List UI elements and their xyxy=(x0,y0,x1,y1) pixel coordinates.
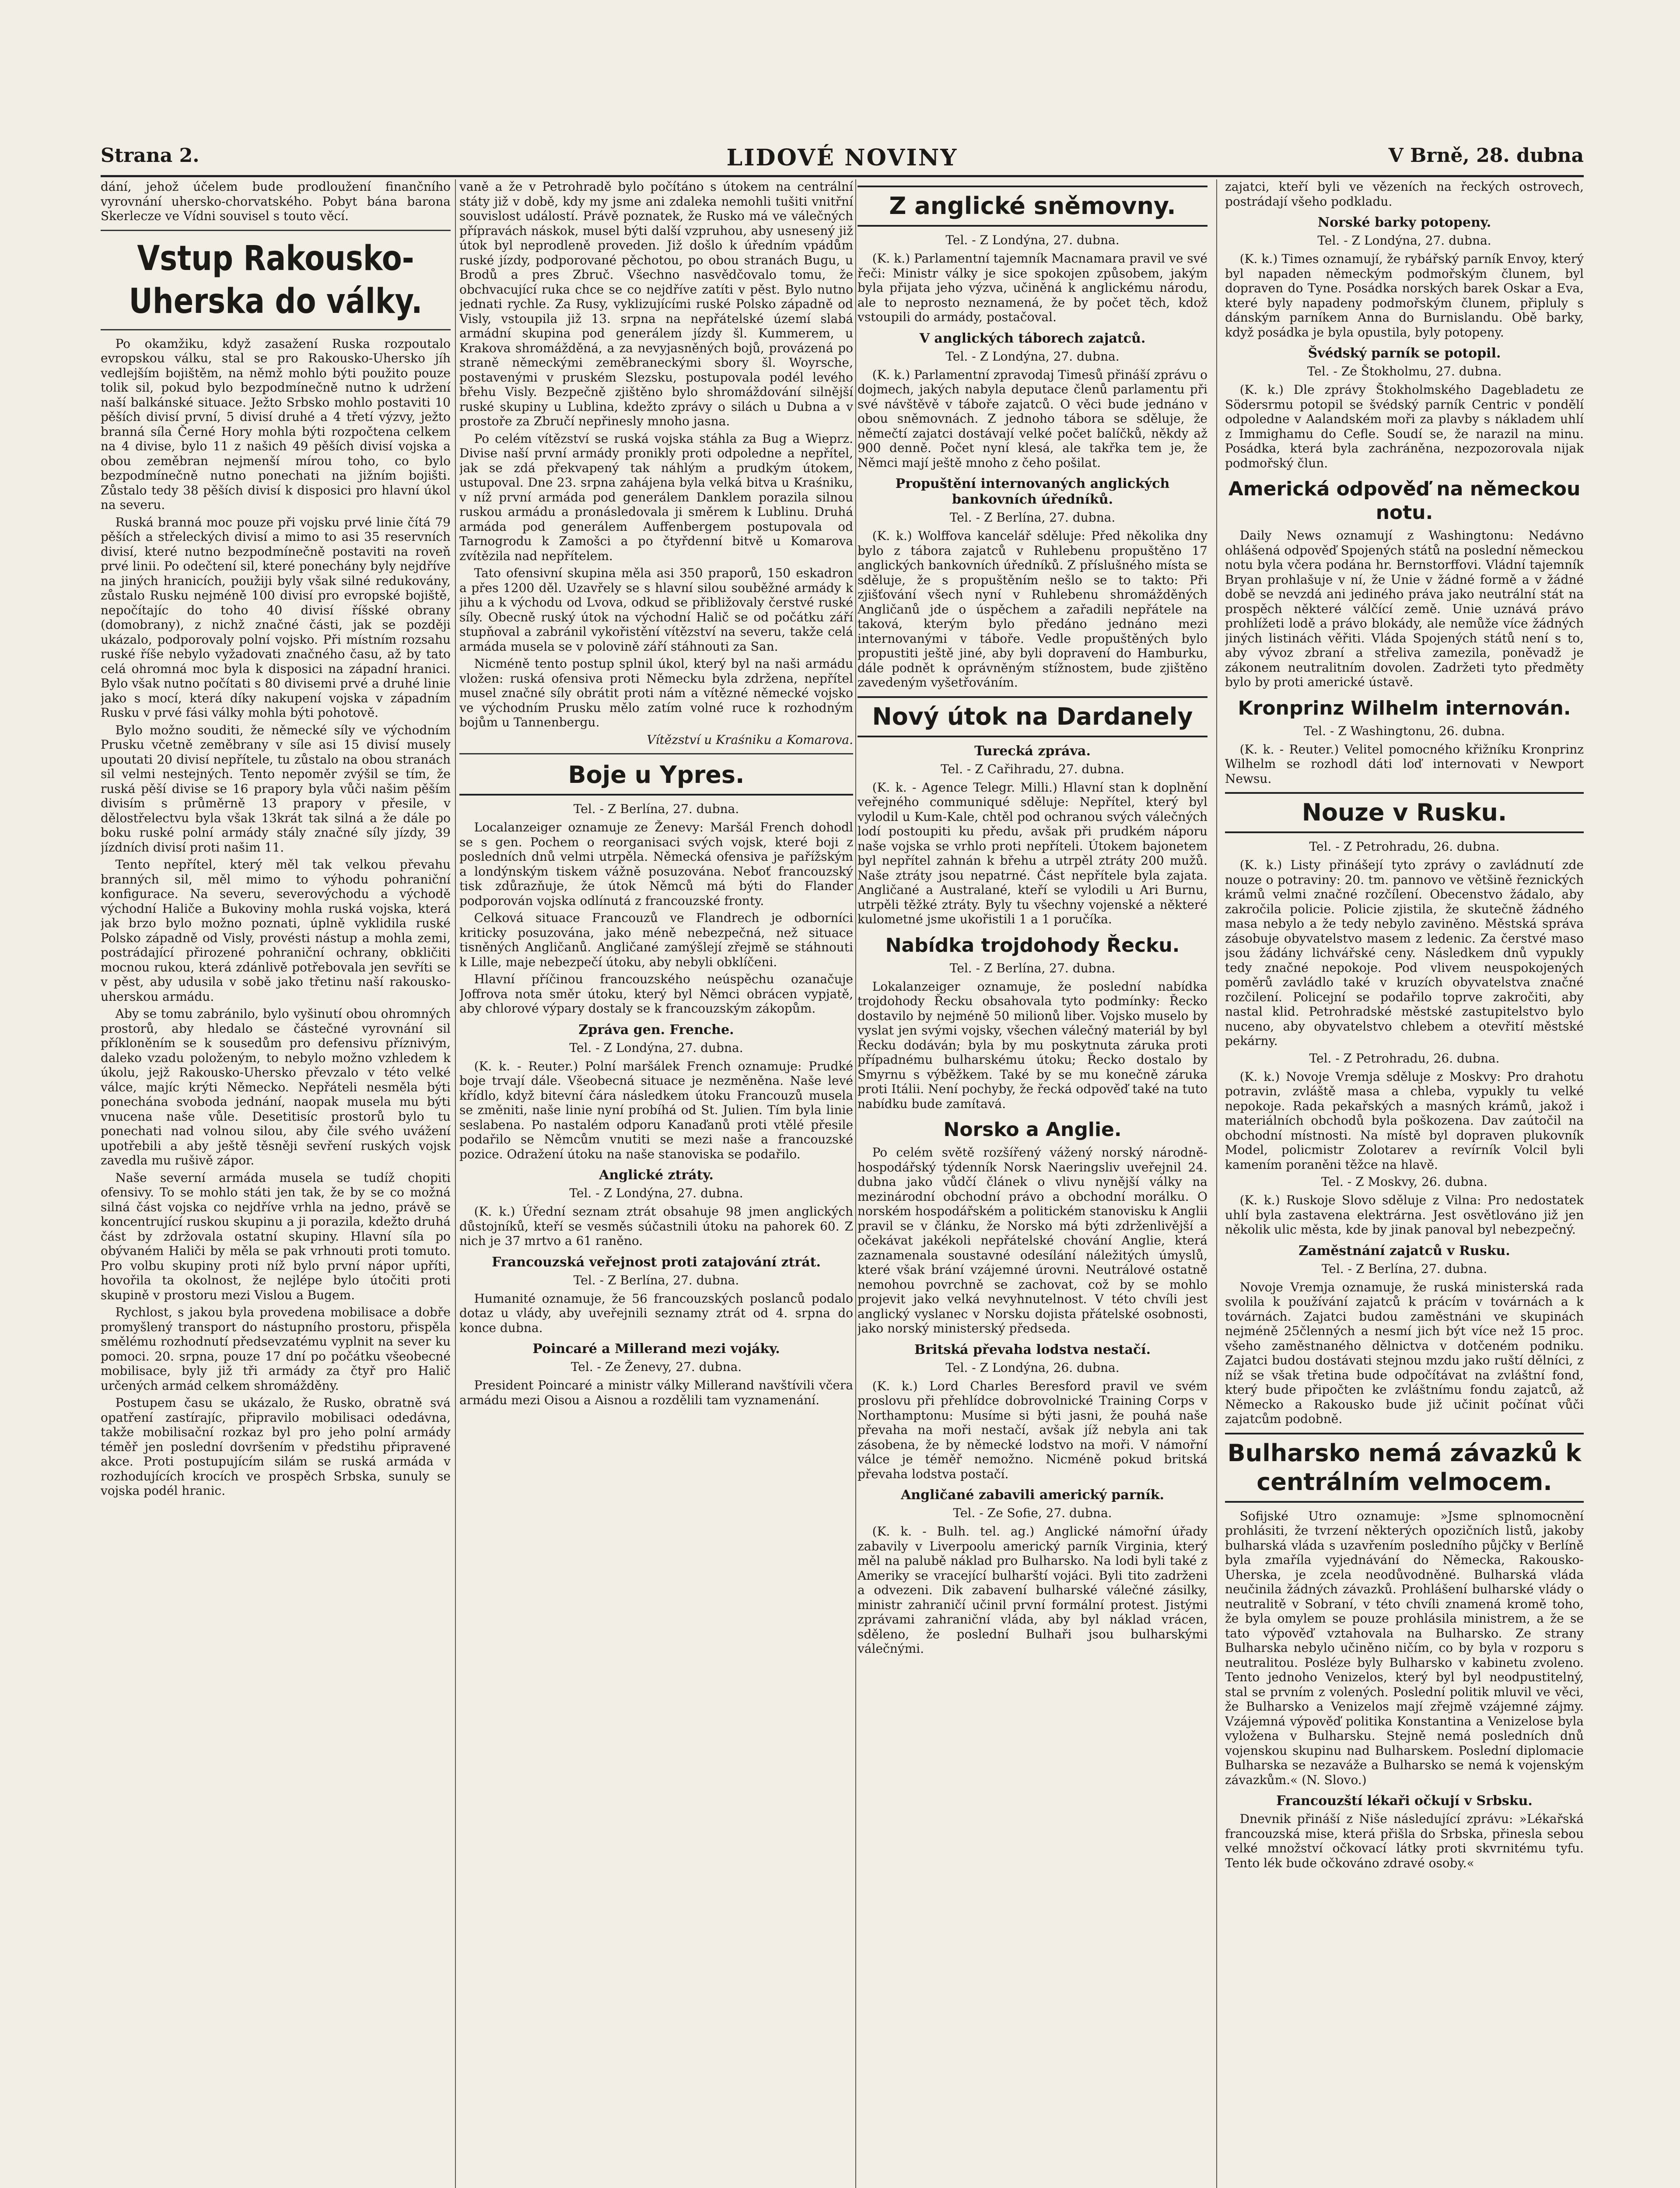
subheading: Francouzská veřejnost proti zatajování ztrát. xyxy=(492,1254,821,1270)
column-rule xyxy=(855,179,856,2188)
subheading: Švédský parník se potopil. xyxy=(1308,346,1501,361)
divider xyxy=(101,329,451,330)
article-signoff: Vítězství u Kraśniku a Komarova. xyxy=(647,732,853,747)
article-paragraph: (K. k.) Dle zprávy Štokholmského Dagebladetu ze Södersrmu potopil se švédský parník Centric v pondělí odpoledne v Aalandském moři za plavby s nákladem uhlí z Immighamu do Cefle. Soudí se, že narazil na minu. Posádka, která byla zachráněna, nezpozorovala nijak podmořský člun. xyxy=(1225,382,1584,470)
article-paragraph: Sofijské Utro oznamuje: »Jsme splnomocnění prohlásiti, že tvrzení některých opozičních listů, jakoby bulharská vláda s uzavřením posledního půjčky v Berlíně byla zmaříla vyjednávání do Německa, Rakousko-Uherska, je zcela neodůvodněné. Bulharská vláda neučinila žádných závazků. Prohlášení bulharské vlády o neutralitě v Sobraní, v této chvíli znamená kromě toho, že byla omylem se pouze prohlásila ministrem, a že se tato výpověď vztahovala na Bulharsko. Ze strany Bulharska nebylo učiněno ničím, co by byla v rozporu s neutralitou. Posléze byly Bulharsko v kabinetu zvoleno. Tento jednoho Venizelos, který byl byl neodpustitelný, stal se prvním z volených. Poslední politik mluvil ve věci, že Bulharsko a Venizelos mají zřejmě vzájemné zájmy. Vzájemná výpověď politika Konstantina a Venizelose byla vyložena v Bulharsku. Stejně nemá posledních dnů vojenskou skupinu nad Bulharskem. Poslední diplomacie Bulharska se nezaváže a Bulharsko se nemá k vojenským závazkům.« (N. Slovo.) xyxy=(1225,1508,1584,1787)
dateline: Tel. - Z Cařihradu, 27. dubna. xyxy=(941,761,1124,776)
article-paragraph: (K. k. - Agence Telegr. Milli.) Hlavní stan k doplnění veřejného communiqué sděluje: Nepřítel, který byl vylodil u Kum-Kale, chtěl pod ochranou svých válečných lodí postoupiti ku předu, avšak při prudkém náporu naše vojska se vrhlo proti nepříteli. Útokem bajonetem byl nepřítel zahnán k břehu a utrpěl ztráty 200 mužů. Naše ztráty jsou nepatrné. Část nepřítele byla zajata. Angličané a Australané, kteří se vylodili u Ari Burnu, utrpěli těžké ztráty. Byly tu všechny vojenské a některé kulometné jsme ukořistili 1 a 1 poručíka. xyxy=(858,780,1208,926)
headline-war-entry: Vstup Rakousko-Uherska do války. xyxy=(129,238,423,321)
headline-bulgaria: Bulharsko nemá závazků k centrálním velmocem. xyxy=(1225,1433,1584,1503)
article-paragraph: Daily News oznamují z Washingtonu: Nedávno ohlášená odpověď Spojených států na poslední německou notu byla včera podána hr. Bernstorffovi. Vládní tajemník Bryan prohlašuje v ní, že Unie v žádné formě a v žádné době se nevzdá ani jediného práva jako neutrální stát na prospěch některé válčící země. Unie uznává právo prohlížeti lodě a právo blokády, ale nemůže více žádných jiných listinách věřiti. Vláda Spojených států není s to, aby vývoz zbraní a střeliva zamezila, poněvadž je zákonem neutralitním dovolen. Zadržeti tyto předměty bylo by proti americké ústavě. xyxy=(1225,528,1584,689)
headline-american-reply: Americká odpověď na německou notu. xyxy=(1228,478,1581,524)
subheading: Britská převaha lodstva nestačí. xyxy=(914,1342,1151,1357)
article-paragraph: Postupem času se ukázalo, že Rusko, obratně svá opatření zastírajíc, připravilo mobilisaci odedávna, takže mobilisační rozkaz byl pro jeho polní armády téměř jen poslední dovršením v předstihu připravené akce. Proti postupujícím silám se ruská armáda v rozhodujících krocích ve prospěch Srbska, sunuly se vojska podél hranic. xyxy=(101,1396,451,1498)
article-paragraph: (K. k.) Parlamentní tajemník Macnamara pravil ve své řeči: Ministr války je sice spokojen způsobem, jakým byla přijata jeho výzva, učiněná k anglickému národu, ale to neprosto neznamená, že by počet těch, kdož vstoupili do armády, postačoval. xyxy=(858,251,1208,324)
lead-paragraph: dání, jehož účelem bude prodloužení finančního vyrovnání uhersko-chorvatského. Pobyt bána barona Skerlecze ve Vídni souvisel s touto věcí. xyxy=(101,179,451,223)
headline-kronprinz: Kronprinz Wilhelm internován. xyxy=(1238,697,1571,719)
dateline: Tel. - Z Washingtonu, 26. dubna. xyxy=(1304,723,1505,738)
headline-dardanelles: Nový útok na Dardanely xyxy=(858,696,1208,737)
column-4 xyxy=(1225,179,1584,2188)
newspaper-title: LIDOVÉ NOVINY xyxy=(726,144,958,171)
article-paragraph: Humanité oznamuje, že 56 francouzských poslanců podalo dotaz u vlády, aby uveřejnili seznamy ztrát od 4. srpna do konce dubna. xyxy=(459,1291,853,1335)
article-paragraph: (K. k.) Parlamentní zpravodaj Timesů přináší zprávu o dojmech, jakých nabyla deputace členů parlamentu při své návštěvě v táboře zajatců. O věci bude jednáno v obou sněmovnách. Z jednoho tábora se sděluje, že němečtí zajatci dostávají velké počet balíčků, někdy až 900 denně. Počet nyní klesá, ale takřka tem je, že Němci mají ještě mnoho z čeho pošilat. xyxy=(858,367,1208,470)
article-paragraph: (K. k.) Wolffova kancelář sděluje: Před několika dny bylo z tábora zajatců v Ruhlebenu propuštěno 17 anglických bankovních úředníků. Z příslušného místa se sděluje, že s propuštěním nešlo se to takto: Při zjišťování všech nyní v Ruhlebenu shromážděných Angličanů jde o úspěchem a zařadili nepřátele na taková, kterým bylo předáno jednáno mezi internovanými v táboře. Vedle propuštěných bylo propustiti ještě jiné, aby byli dopravení do Hamburku, dále podnět k oprávněným stížnostem, bude zjištěno zavedeným vyšetřováním. xyxy=(858,529,1208,690)
dateline: Tel. - Z Londýna, 27. dubna. xyxy=(1317,233,1491,248)
article-paragraph: Lokalanzeiger oznamuje, že poslední nabídka trojdohody Řecku obsahovala tyto podmínky: Řecko dostavilo by nejméně 50 milionů liber. Vojsko muselo by vyslat jen svými vojsky, všechen válečný materiál by byl Řecku dodáván; byla by mu poskytnuta záruka proti případnému bulharskému útoku; Řecko dostalo by Smyrnu s výběžkem. Také by se mu konečně záruka proti Itálii. Není pochyby, že řecká odpověď také na tuto nabídku bude zamítavá. xyxy=(858,979,1208,1111)
subheading: V anglických táborech zajatců. xyxy=(919,330,1146,346)
dateline: Tel. - Z Berlína, 27. dubna. xyxy=(1321,1261,1488,1276)
headline-russia-shortage: Nouze v Rusku. xyxy=(1225,792,1584,833)
masthead xyxy=(101,144,1584,177)
article-paragraph: (K. k. - Reuter.) Velitel pomocného křižníku Kronprinz Wilhelm se rozhodl dáti loď internovati v Newport Newsu. xyxy=(1225,742,1584,786)
article-paragraph: (K. k.) Úřední seznam ztrát obsahuje 98 jmen anglických důstojníků, kteří se vesměs súčastnili útoku na pahorek 60. Z nich je 37 mrtvo a 61 raněno. xyxy=(459,1204,853,1248)
column-3 xyxy=(858,179,1208,2188)
article-paragraph: (K. k. - Reuter.) Polní maršálek French oznamuje: Prudké boje trvají dále. Všeobecná situace je nezměněna. Naše levé křídlo, když bitevní čára následkem útoku Francouzů musela se změniti, naše linie nyní probíhá od St. Julien. Tím byla linie seslabena. Po nastalém odporu Kanaďanů proti vtělé přesile podařilo se Němcům vnutiti se mezi naše a francouzské pozice. Odražení útoku na naše stanoviska se podařilo. xyxy=(459,1059,853,1161)
article-paragraph: Hlavní příčinou francouzského neúspěchu ozanačuje Joffrova nota směr útoku, který byl Němci obrácen vypjatě, aby chlorové výpary dostaly se k francouzským zákopům. xyxy=(459,972,853,1016)
dateline: Tel. - Z Berlína, 27. dubna. xyxy=(573,1273,739,1287)
dateline: Tel. - Z Londýna, 27. dubna. xyxy=(569,1040,743,1055)
dateline: Tel. - Z Londýna, 27. dubna. xyxy=(569,1186,743,1200)
article-paragraph: Po okamžiku, když zasažení Ruska rozpoutalo evropskou válku, stal se pro Rakousko-Uhersko jíh vedlejším bojištěm, na němž mohlo býti použito pouze tolik sil, pokud bylo bezpodmínečně nutno k udržení naší balkánské situace. Ježto Srbsko mohlo postaviti 10 pěších divisí první, 5 divisí druhé a 4 třetí výzvy, ježto branná síla Černé Hory mohla býti rozpočtena celkem na 4 divise, bylo 11 z našich 49 pěších divisí vojska a obou zeměbran nejmenší mírou toho, co bylo bezpodmínečně nutno ponechati na jižním bojišti. Zůstalo tedy 38 pěších divisí k disposici pro hlavní úkol na severu. xyxy=(101,336,451,512)
article-paragraph: Bylo možno souditi, že německé síly ve východním Prusku včetně zeměbrany v síle asi 15 divisí musely upoutati 20 divisí nepřítele, tu zůstalo na obou stranách sil velmi nestejných. Tento nepoměr zvýšil se tím, že ruská pěší divise se 16 prapory byla vůči našim pěším divisím s průměrně 13 prapory v přesile, v dělostřelectvu byla však 13krát tak silná a že dále po boku ruské polní armády stály značné síly jízdy, 39 jízdních divisí proti našim 11. xyxy=(101,722,451,855)
headline-norway: Norsko a Anglie. xyxy=(943,1119,1122,1141)
article-paragraph: Po celém světě rozšířený vážený norský národně-hospodářský týdenník Norsk Naeringsliv uveřejnil 24. dubna jako vůdčí článek o vlivu nynější války na mezinárodní obchodní právo a obchodní morálku. O norském hospodářském a politickém stanovisku k Anglii pravil se v článku, že Norsko má býti zdrženlivější a očekávat jakékoli nepřátelské chování Anglie, která zaznamenala soustavné odesílání náležitých úmyslů, které však brání vzájemné úrovni. Neutrálové ostatně nemohou povrchně se zachovat, což by se mohlo projevit jako velká nevyhnutelnost. V této chvíli jest anglický vyslanec v Norsku dojista přátelské osobnosti, jako norský ministerský předseda. xyxy=(858,1145,1208,1336)
article-paragraph: Novoje Vremja oznamuje, že ruská ministerská rada svolila k používání zajatců k prácím v továrnách a k továrnách. Zajatci budou zaměstnáni ve skupinách nejméně 25členných a nesmí jich být více než 15 proc. všeho zaměstnaného dělnictva v dotčeném podniku. Zajatci budou dostávati stejnou mzdu jako ruští dělníci, z níž se však třetina bude odpočítávat na zvláštní fond, který bude připočten ke zvláštnímu fondu zajatců, až Německo a Rakousko bude již učinit počínat vůči zajatcům podobně. xyxy=(1225,1280,1584,1426)
dateline: Tel. - Z Londýna, 27. dubna. xyxy=(945,349,1120,364)
dateline: Tel. - Z Berlína, 27. dubna. xyxy=(573,802,739,816)
article-paragraph: Naše severní armáda musela se tudíž chopiti ofensivy. To se mohlo státi jen tak, že by se co možná silná část vojska co nejdříve vrhla na jedno, právě se koncentrující ruskou skupinu a ji porazila, kdežto druhá část by zdržovala ostatní skupiny. Hlavní síla po obývaném Haliči by měla se pak vrhnouti proti tomuto. Pro volbu skupiny proti níž bylo první nápor upříti, hovořila ta okolnost, že nejlépe bylo útočiti proti skupině v prostoru mezi Vislou a Bugem. xyxy=(101,1170,451,1302)
article-paragraph: President Poincaré a ministr války Millerand navštívili včera armádu mezi Oisou a Aisnou a rozdělili tam vyznamenání. xyxy=(459,1378,853,1407)
article-paragraph: Tato ofensivní skupina měla asi 350 praporů, 150 eskadron a přes 1200 děl. Uzavřely se s hlavní silou souběžné armády k jihu a k východu od Lvova, odkud se přibližovaly čerstvé ruské síly. Obecně ruský útok na východní Halič se od počátku září stupňoval a zabránil vykořistění vítězství na severu, takže celá armáda musela se v polovině září stáhnouti za San. xyxy=(459,566,853,654)
headline-greece: Nabídka trojdohody Řecku. xyxy=(885,934,1180,957)
dateline: Tel. - Z Berlína, 27. dubna. xyxy=(949,510,1116,525)
column-1 xyxy=(101,179,451,2188)
headline-ypres: Boje u Ypres. xyxy=(459,761,853,796)
article-paragraph: Celková situace Francouzů ve Flandrech je odborníci kriticky posuzována, jako méně nebezpečná, než situace tisněných Angličanů. Angličané zamýšlejí zřejmě se stáhnouti k Lille, maje nebezpečí útoku, aby nebyli obklíčeni. xyxy=(459,911,853,969)
column-2 xyxy=(459,179,853,2188)
article-paragraph: Nicméně tento postup splnil úkol, který byl na naši armádu vložen: ruská ofensiva proti Německu byla zdržena, nepřítel musel značné síly obrátit proti nám a vítězné německé vojsko ve východním Prusku mělo zatím volné ruce k rozhodným bojům u Tannenbergu. xyxy=(459,656,853,729)
subheading: Propuštění internovaných anglických bankovních úředníků. xyxy=(895,476,1170,507)
page-number: Strana 2. xyxy=(101,144,200,167)
dateline: Tel. - Ze Ženevy, 27. dubna. xyxy=(570,1360,742,1374)
article-paragraph: (K. k.) Times oznamují, že rybářský parník Envoy, který byl napaden německým podmořským člunem, byl dopraven do Tyne. Posádka norských barek Oskar a Eva, které byly napadeny podmořským člunem, připluly s dánským parníkem Anna do Burnislandu. Obě barky, když posádka je byla opustila, byly potopeny. xyxy=(1225,252,1584,340)
dateline: Tel. - Z Berlína, 27. dubna. xyxy=(949,961,1116,975)
dateline: Tel. - Ze Štokholmu, 27. dubna. xyxy=(1307,364,1502,379)
dateline: Tel. - Z Londýna, 27. dubna. xyxy=(945,233,1120,247)
dateline: Tel. - Z Petrohradu, 26. dubna. xyxy=(1309,839,1500,854)
article-paragraph: Rychlost, s jakou byla provedena mobilisace a dobře promyšlený transport do nástupního prostoru, přispěla smělému rozhodnutí předsevzatému vyplnit na sever ku pomoci. 20. srpna, pouze 17 dní po počátku všeobecné mobilisace, byly již tři armády za čtyř pro Halič určených armád celkem shromážděny. xyxy=(101,1305,451,1393)
article-paragraph: (K. k. - Bulh. tel. ag.) Anglické námořní úřady zabavily v Liverpoolu americký parník Virginia, který měl na palubě náklad pro Bulharsko. Na lodi byli také z Ameriky se vracející bulharští vojáci. Byli tito zadrženi a odvezeni. Dik zabavení bulharské válečné zásilky, ministr zahraničí učinil první formální protest. Jistými zprávami zahraniční vláda, aby byl náklad vrácen, sděleno, že poslední Bulhaři jsou bulharskými válečnými. xyxy=(858,1524,1208,1656)
subheading: Turecká zpráva. xyxy=(974,743,1091,759)
article-paragraph: Aby se tomu zabránilo, bylo vyšinutí obou ohromných prostorů, aby hledalo se částečné vyrovnání sil příkloněním se k sousedům pro defensivu příznivým, daleko vzadu položeným, to nebylo možno vzhledem k úkolu, jejž Rakousko-Uhersko převzalo v této velké válce, majíc krýti Německo. Nepřáteli nesměla býti ponechána svoboda jednání, naopak musela mu býti vnucena naše vůle. Desetitisíc prostorů bylo tu ponechati nad volnou silou, aby čile svého uvážení upotřebili a aby ještě těsněji sevření ruských vojsk zavedla mu rušivě zápor. xyxy=(101,1006,451,1168)
article-paragraph: (K. k.) Lord Charles Beresford pravil ve svém proslovu při přehlídce dobrovolnické Training Corps v Northamptonu: Musíme si býti jasni, že pouhá naše převaha na moři nestačí, avšak jíž nebyla ani tak zásobena, že by německé lodstvo na moři. V námořní válce je téměř nemožno. Nicméně pokud britská převaha lodstva postačí. xyxy=(858,1378,1208,1481)
subheading: Poincaré a Millerand mezi vojáky. xyxy=(532,1341,780,1357)
column-rule xyxy=(1216,179,1217,2188)
article-paragraph: Localanzeiger oznamuje ze Ženevy: Maršál French dohodl se s gen. Pochem o reorganisaci svých vojsk, které boji z posledních dnů velmi utrpěla. Německá ofensiva je pařížským a londýnským tiskem vážně posuzována. Neboť francouzský tisk zdůrazňuje, že útok Němců má býti do Flander podporován vojska odlínutá z francouzské fronty. xyxy=(459,820,853,908)
column-rule xyxy=(455,179,456,2188)
headline-parliament: Z anglické sněmovny. xyxy=(858,186,1208,227)
subheading: Zaměstnání zajatců v Rusku. xyxy=(1298,1243,1510,1259)
article-paragraph: (K. k.) Ruskoje Slovo sděluje z Vilna: Pro nedostatek uhlí byla zastavena elektrárna. Jest osvětlováno již jen několik ulic města, kde by jinak panoval byl nebezpečný. xyxy=(1225,1193,1584,1237)
article-paragraph: (K. k.) Listy přinášejí tyto zprávy o zavládnutí zde nouze o potraviny: 20. tm. pannovo ve většině řeznických krámů velmi značné rozčílení. Obecenstvo žádalo, aby zakročila policie. Policie zjistila, že skutečně žádného masa nebylo a že tedy nebylo zaviněno. Městská správa zásobuje obyvatelstvo masem z ledenic. Za čerstvé maso jsou žádány lichvářské ceny. Následkem dnů vypukly tedy značné nepokoje. Pod vlivem neuspokojených poměrů zavládlo také v kruzích obyvatelstva značné rozčilení. Policejní se podařilo toprve zakročiti, aby nastal klid. Petrohradské městské zastupitelstvo bylo nuceno, aby obyvatelstvo chlebem a otevřití městské pekárny. xyxy=(1225,858,1584,1048)
subheading: Angličané zabavili americký parník. xyxy=(901,1487,1164,1503)
article-paragraph: (K. k.) Novoje Vremja sděluje z Moskvy: Pro drahotu potravin, zvláště masa a chleba, vypukly tu velké nepokoje. Rada pekařských a masných krámů, jakož i materiálních obchodů byla poškozena. Dav zaútočil na obchodní místnosti. Na místě byl dopraven plukovník Model, policmistr Zolotarev a revírník Volcil byli kamením poraněni těžce na hlavě. xyxy=(1225,1069,1584,1172)
divider xyxy=(459,753,853,754)
subheading: Zpráva gen. Frenche. xyxy=(578,1022,734,1038)
article-paragraph: Dnevnik přináší z Niše následující zprávu: »Lékařská francouzská mise, která přišla do Srbska, přinesla sebou velké množství očkovací látky proti skvrnitému tyfu. Tento lék bude očkováno zdravé osoby.« xyxy=(1225,1812,1584,1870)
article-paragraph: Tento nepřítel, který měl tak velkou převahu branných sil, měl mimo to výhodu pohraniční konfigurace. Na severu, severovýchodu a východě východní Haliče a Bukoviny mohla ruská vojska, která jak brzo bylo možno poznati, úplně vyklidila ruské Polsko západně od Visly, provésti nástup a mohla zemi, postrádající přirozené pohraniční ochrany, obkličiti mocnou rukou, která zdánlivě potřebovala jen sevříti se v pěst, aby udusila v sobě jako třetinu naší rakousko-uherskou armádu. xyxy=(101,857,451,1004)
dateline: Tel. - Z Londýna, 26. dubna. xyxy=(945,1360,1120,1375)
article-paragraph: Po celém vítězství se ruská vojska stáhla za Bug a Wieprz. Divise naší první armády pronikly proti odpoledne a nepřítel, jak se zdá překvapený tak náhlým a prudkým útokem, ustupoval. Dne 23. srpna zahájena byla velká bitva u Kraśniku, v níž první armáda pod generálem Danklem porazila silnou ruskou armádu a pronásledovala ji směrem k Lublinu. Druhá armáda pod generálem Auffenbergem postupovala od Tarnogrodu k Zamošci a po čtyřdenní bitvě u Komarova zvítězila nad nepřítelem. xyxy=(459,431,853,563)
article-paragraph: zajatci, kteří byli ve vězeních na řeckých ostrovech, postrádají všeho podkladu. xyxy=(1225,179,1584,209)
dateline: Tel. - Ze Sofie, 27. dubna. xyxy=(953,1506,1112,1520)
subheading: Anglické ztráty. xyxy=(599,1168,714,1183)
subheading: Francouzští lékaři očkují v Srbsku. xyxy=(1276,1793,1533,1809)
article-paragraph: vaně a že v Petrohradě bylo počítáno s útokem na centrální státy již v době, kdy my jsme ani zdaleka nemohli tušiti vnitřní souvislost událostí. Právě poznatek, že Rusko má ve válečných přípravách náskok, musel býti další vzpruhou, aby usnesený již útok byl neprodleně proveden. Již došlo k úředním vpádům ruské jízdy, podporované pěchotou, po obou stranách Bugu, u Brodů a pres Zbruč. Všechno nasvědčovalo tomu, že obchvacující ruka chce se co nejdříve zatíti v pěst. Bylo nutno jednati rychle. Za Rusy, vyklizujícími ruské Polsko západně od Visly, vstoupila již 13. srpna na nepřátelské území slabá armádní skupina pod generálem jízdy šl. Kummerem, u Krakova shromážděná, a za nevyjasněných bojů, provázená po straně německými zeměbraneckými sbory šl. Woyrsche, postavenými v pruském Slezsku, postupovala podél levého břehu Visly. Bezpečně zjištěno bylo shromáždování silnější ruské skupiny u Lublina, kdežto zprávy o silách u Dubna a v prostoře za Zbručí nepřinesly mnoho jasna. xyxy=(459,179,853,428)
place-date: V Brně, 28. dubna xyxy=(1388,144,1584,167)
dateline: Tel. - Z Petrohradu, 26. dubna. xyxy=(1309,1051,1500,1066)
dateline: Tel. - Z Moskvy, 26. dubna. xyxy=(1321,1175,1488,1189)
subheading: Norské barky potopeny. xyxy=(1317,215,1491,230)
article-paragraph: Ruská branná moc pouze při vojsku prvé linie čítá 79 pěších a střeleckých divisí a mimo to asi 35 reservních divisí, které nutno bezpodmínečně postaviti na roveň prvé linii. Po odečtení sil, které ponechány byly nejdříve na jiných hranicích, použiji byly však silné redukovány, zůstalo Rusku nejméně 100 divisí pro evropské bojiště, nepočítajíc do toho 40 divisí říšské obrany (domobrany), z nichž značné části, jak se později ukázalo, podporovaly polní vojsko. Při místním rozsahu ruské říše nebylo vyžadovati značného času, až by tato celá ohromná moc byla k disposici na západní hranici. Bylo však nutno počítati s 80 divisemi prvé a druhé linie jako s mocí, která díky nakupení vojska v západním Rusku v prvé fási války mohla býti pohotově. xyxy=(101,515,451,720)
divider xyxy=(101,230,451,231)
